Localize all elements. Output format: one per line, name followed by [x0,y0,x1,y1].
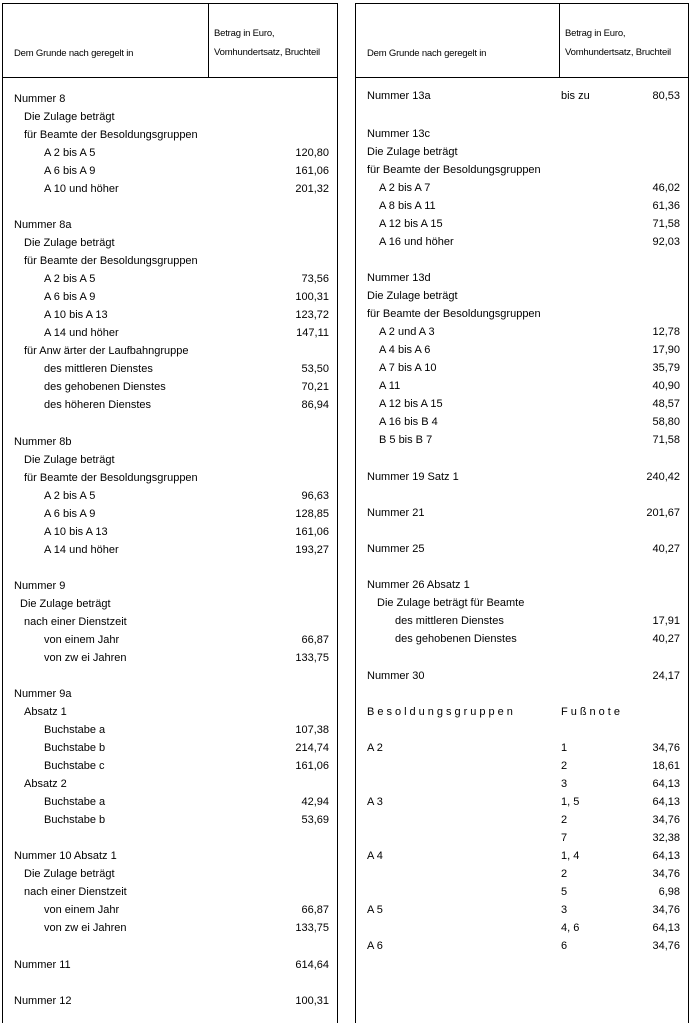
row-label: für Beamte der Besoldungsgruppen [24,255,198,267]
table-row [3,487,337,505]
table-row [3,306,337,324]
table-row [3,180,337,198]
row-amount: 161,06 [295,526,329,538]
table-row [356,341,688,359]
row-amount: 17,90 [652,344,680,356]
table-row [356,359,688,377]
table-row [3,631,337,649]
row-amount: 161,06 [295,165,329,177]
row-amount: 18,61 [652,760,680,772]
row-label: von einem Jahr [44,634,120,646]
header-divider [208,4,209,78]
row-label: Nummer 30 [367,670,425,682]
table-row [3,595,337,613]
row-amount: 42,94 [301,796,329,808]
row-label: Die Zulage beträgt [367,290,458,302]
row-label: Die Zulage beträgt [24,454,115,466]
row-label: Buchstabe a [44,724,106,736]
row-amount: 133,75 [295,652,329,664]
row-label: Die Zulage beträgt [24,868,115,880]
table-row [3,270,337,288]
row-amount: 193,27 [295,544,329,556]
right-table-panel [355,3,689,1023]
table-row [356,323,688,341]
row-label: A 4 [367,850,383,862]
row-label: Buchstabe b [44,814,106,826]
table-row [3,523,337,541]
row-label: Die Zulage beträgt [367,146,458,158]
row-label: für Beamte der Besoldungsgruppen [24,472,198,484]
row-amount: 107,38 [295,724,329,736]
row-amount: 86,94 [301,399,329,411]
table-row [356,143,688,161]
left-table-panel [2,3,338,1023]
table-row [3,739,337,757]
row-footnote: 1, 5 [561,796,580,808]
row-amount: 34,76 [652,814,680,826]
row-amount: 34,76 [652,940,680,952]
table-row [3,162,337,180]
row-label: A 8 bis A 11 [379,200,436,212]
table-row [356,413,688,431]
row-label: für Anw ärter der Laufbahngruppe [24,345,189,357]
table-row [356,594,688,612]
table-row [356,233,688,251]
row-amount: 35,79 [652,362,680,374]
row-label: Nummer 10 Absatz 1 [14,850,117,862]
header-divider [559,4,560,78]
header-amount-label-line1: Betrag in Euro, [214,28,275,39]
row-label: A 5 [367,904,383,916]
row-label: A 2 bis A 7 [379,182,431,194]
table-row [356,377,688,395]
row-amount: 201,67 [646,507,680,519]
row-label: A 3 [367,796,383,808]
table-row [356,775,688,793]
table-row [3,252,337,270]
row-label: A 6 [367,940,383,952]
row-label: Nummer 9 [14,580,66,592]
table-row [356,757,688,775]
table-row [3,919,337,937]
row-label: Buchstabe a [44,796,106,808]
row-label: des gehobenen Dienstes [44,381,166,393]
table-row [3,613,337,631]
row-label: Nummer 8a [14,219,72,231]
row-label: Nummer 8b [14,436,72,448]
row-label: A 10 und höher [44,183,119,195]
row-label: Nummer 19 Satz 1 [367,471,459,483]
row-label: Nummer 25 [367,543,425,555]
table-row [356,901,688,919]
table-row [3,126,337,144]
table-row [356,197,688,215]
table-row [3,451,337,469]
row-label: A 6 bis A 9 [44,165,96,177]
table-row [356,739,688,757]
row-label: A 16 bis B 4 [379,416,438,428]
row-footnote: 1, 4 [561,850,580,862]
row-amount: 147,11 [296,327,329,339]
row-amount: 40,27 [652,633,680,645]
row-label: A 2 [367,742,383,754]
row-amount: 240,42 [646,471,680,483]
table-row [3,956,337,974]
row-amount: 46,02 [652,182,680,194]
table-row [356,215,688,233]
row-amount: 64,13 [652,796,680,808]
row-amount: 40,90 [652,380,680,392]
table-row [3,992,337,1010]
table-row [3,901,337,919]
row-label: Absatz 1 [24,706,67,718]
row-amount: 70,21 [301,381,329,393]
table-row [356,667,688,685]
row-footnote: 1 [561,742,568,754]
row-amount: 123,72 [295,309,329,321]
row-label: Die Zulage beträgt [24,237,115,249]
row-amount: 64,13 [652,778,680,790]
table-row [356,431,688,449]
table-row [356,87,688,105]
table-row [356,269,688,287]
row-label: Nummer 9a [14,688,72,700]
row-amount: 34,76 [652,868,680,880]
row-amount: 34,76 [652,742,680,754]
table-row [356,125,688,143]
table-row [3,216,337,234]
table-row [3,144,337,162]
row-amount: 17,91 [652,615,680,627]
table-row [3,469,337,487]
row-label: Nummer 26 Absatz 1 [367,579,470,591]
row-label: Die Zulage beträgt für Beamte [377,597,525,609]
table-row [356,179,688,197]
row-label: A 2 bis A 5 [44,273,96,285]
row-label: Nummer 21 [367,507,425,519]
row-label: von zw ei Jahren [44,652,127,664]
header-amount-label-line2: Vomhundertsatz, Bruchteil [214,47,320,58]
table-row [3,234,337,252]
table-row [3,108,337,126]
table-row [3,396,337,414]
row-footnote: 2 [561,814,568,826]
table-row [356,883,688,901]
row-label: nach einer Dienstzeit [24,616,127,628]
table-row [356,161,688,179]
table-row [356,576,688,594]
row-label: A 14 und höher [44,327,119,339]
row-label: A 12 bis A 15 [379,398,443,410]
row-amount: 92,03 [652,236,680,248]
table-row [3,324,337,342]
row-amount: 32,38 [652,832,680,844]
table-row [356,395,688,413]
row-label: von zw ei Jahren [44,922,127,934]
row-amount: 100,31 [295,291,329,303]
row-amount: 24,17 [652,670,680,682]
row-label: Nummer 13c [367,128,430,140]
row-amount: 53,50 [301,363,329,375]
row-label: für Beamte der Besoldungsgruppen [367,164,541,176]
row-label: B 5 bis B 7 [379,434,433,446]
row-label: Nummer 13d [367,272,431,284]
header-amount-label-line1: Betrag in Euro, [565,28,626,39]
table-row [3,847,337,865]
row-footnote: 7 [561,832,568,844]
table-row [3,649,337,667]
table-row [3,288,337,306]
row-footnote: 5 [561,886,568,898]
table-row [356,829,688,847]
row-amount: 40,27 [652,543,680,555]
row-label: des gehobenen Dienstes [395,633,517,645]
row-amount: 71,58 [652,434,680,446]
header-basis-label: Dem Grunde nach geregelt in [14,48,134,59]
table-row [356,937,688,955]
table-row [3,685,337,703]
right-table-header [356,4,688,78]
row-amount: 161,06 [295,760,329,772]
row-label: A 10 bis A 13 [44,309,108,321]
row-footnote: 6 [561,940,568,952]
row-amount: 12,78 [652,326,680,338]
row-amount: 214,74 [295,742,329,754]
table-row [3,775,337,793]
row-footnote: 2 [561,868,568,880]
table-row [356,919,688,937]
row-label: A 16 und höher [379,236,454,248]
table-row [356,305,688,323]
row-amount: 128,85 [295,508,329,520]
row-label: Nummer 11 [14,959,71,971]
row-amount: 71,58 [652,218,680,230]
row-label: Die Zulage beträgt [20,598,111,610]
table-row [356,793,688,811]
row-footnote: Fußnote [561,706,623,718]
table-row [356,865,688,883]
row-amount: 80,53 [652,90,680,102]
row-label: des mittleren Dienstes [44,363,153,375]
row-amount: 96,63 [301,490,329,502]
table-row [356,540,688,558]
table-row [3,433,337,451]
row-label: A 2 bis A 5 [44,490,96,502]
table-row [3,577,337,595]
table-row [3,360,337,378]
row-amount: 66,87 [301,904,329,916]
table-row [3,90,337,108]
table-row [356,811,688,829]
row-amount: 133,75 [295,922,329,934]
table-row [356,468,688,486]
row-amount: 64,13 [652,922,680,934]
row-footnote: bis zu [561,90,590,102]
row-footnote: 2 [561,760,568,772]
header-basis-label: Dem Grunde nach geregelt in [367,48,487,59]
row-amount: 48,57 [652,398,680,410]
row-amount: 614,64 [295,959,329,971]
row-footnote: 3 [561,904,568,916]
row-amount: 64,13 [652,850,680,862]
left-table-header [3,4,337,78]
row-label: Die Zulage beträgt [24,111,115,123]
row-amount: 34,76 [652,904,680,916]
row-label: nach einer Dienstzeit [24,886,127,898]
table-row [356,630,688,648]
header-amount-label-line2: Vomhundertsatz, Bruchteil [565,47,671,58]
table-row [3,757,337,775]
row-label: A 14 und höher [44,544,119,556]
row-label: für Beamte der Besoldungsgruppen [367,308,541,320]
row-label: von einem Jahr [44,904,120,916]
row-label: A 7 bis A 10 [379,362,437,374]
table-row [3,793,337,811]
table-row [3,865,337,883]
table-row [3,378,337,396]
row-label: A 12 bis A 15 [379,218,443,230]
row-label: A 6 bis A 9 [44,291,96,303]
row-amount: 66,87 [301,634,329,646]
table-row [3,505,337,523]
table-row [3,811,337,829]
table-row [356,504,688,522]
row-label: für Beamte der Besoldungsgruppen [24,129,198,141]
row-label: des mittleren Dienstes [395,615,504,627]
row-amount: 58,80 [652,416,680,428]
table-row [356,612,688,630]
row-label: Besoldungsgruppen [367,706,516,718]
row-amount: 53,69 [301,814,329,826]
row-label: A 2 bis A 5 [44,147,96,159]
table-row [356,847,688,865]
row-amount: 120,80 [295,147,329,159]
row-label: Buchstabe c [44,760,105,772]
row-label: A 6 bis A 9 [44,508,96,520]
row-amount: 201,32 [295,183,329,195]
row-label: Nummer 8 [14,93,66,105]
table-row [356,287,688,305]
row-footnote: 4, 6 [561,922,580,934]
row-label: Nummer 12 [14,995,72,1007]
row-amount: 61,36 [652,200,680,212]
row-label: Nummer 13a [367,90,431,102]
row-amount: 6,98 [658,886,680,898]
table-row [3,342,337,360]
row-label: Absatz 2 [24,778,67,790]
row-amount: 100,31 [295,995,329,1007]
table-row [3,883,337,901]
row-label: Buchstabe b [44,742,106,754]
row-label: A 10 bis A 13 [44,526,108,538]
table-row [3,541,337,559]
row-footnote: 3 [561,778,568,790]
table-row [356,703,688,721]
row-label: A 2 und A 3 [379,326,435,338]
table-row [3,721,337,739]
table-row [3,703,337,721]
row-label: A 4 bis A 6 [379,344,431,356]
row-label: des höheren Dienstes [44,399,152,411]
row-amount: 73,56 [301,273,329,285]
row-label: A 11 [379,380,401,392]
